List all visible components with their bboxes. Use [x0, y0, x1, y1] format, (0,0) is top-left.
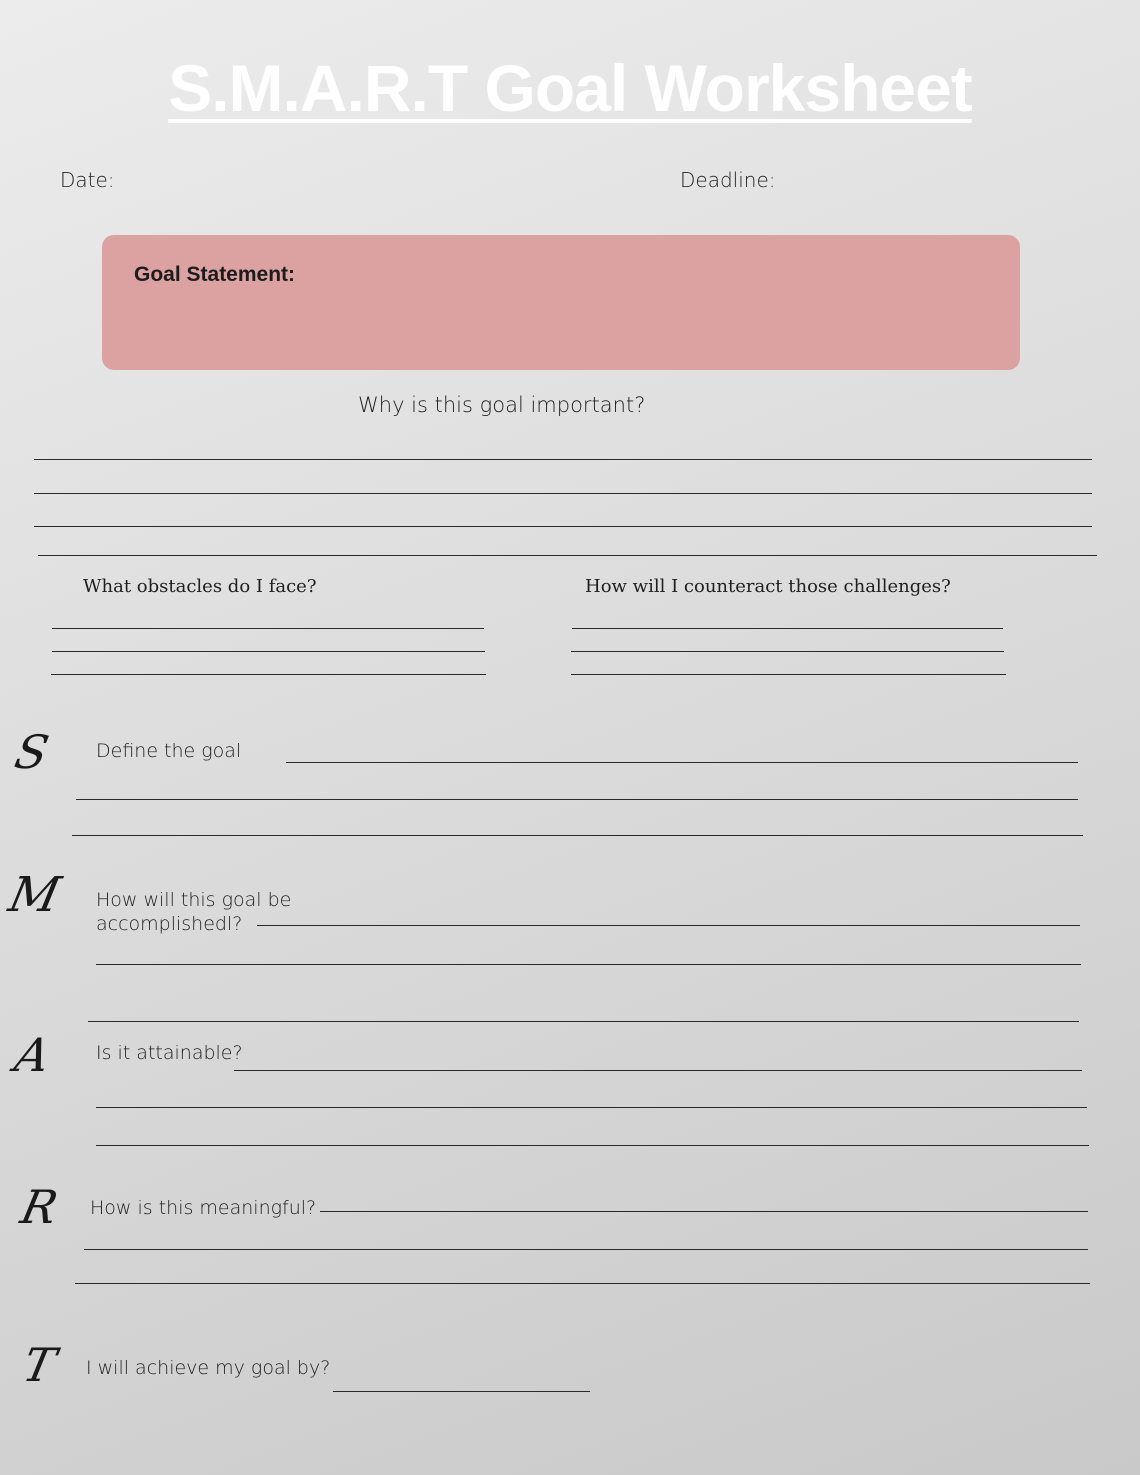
why-line-3[interactable] [34, 526, 1092, 527]
s-line-2[interactable] [76, 799, 1078, 800]
counteract-line-3[interactable] [571, 674, 1006, 675]
page-title: S.M.A.R.T Goal Worksheet [168, 51, 972, 125]
why-line-2[interactable] [34, 493, 1092, 494]
r-line-1[interactable] [320, 1211, 1088, 1212]
letter-r: R [16, 1180, 63, 1234]
why-important-question: Why is this goal important? [358, 393, 646, 417]
why-line-1[interactable] [34, 459, 1092, 460]
accomplish-prompt-line2: accomplishedl? [96, 913, 243, 935]
counteract-question: How will I counteract those challenges? [585, 576, 951, 597]
letter-a: A [10, 1028, 55, 1082]
define-goal-prompt: Define the goal [96, 740, 242, 762]
s-line-3[interactable] [72, 835, 1083, 836]
why-line-4[interactable] [38, 555, 1097, 556]
t-line-1[interactable] [333, 1391, 590, 1392]
obstacles-question: What obstacles do I face? [83, 576, 317, 597]
obstacles-line-1[interactable] [52, 628, 484, 629]
a-line-1[interactable] [234, 1070, 1082, 1071]
r-line-2[interactable] [84, 1249, 1088, 1250]
deadline-label: Deadline: [680, 168, 776, 192]
a-line-2[interactable] [96, 1107, 1087, 1108]
goal-statement-box[interactable] [102, 235, 1020, 370]
achieve-by-prompt: I will achieve my goal by? [86, 1357, 331, 1379]
counteract-line-1[interactable] [572, 628, 1003, 629]
m-line-2[interactable] [96, 964, 1081, 965]
counteract-line-2[interactable] [571, 651, 1004, 652]
letter-m: M [4, 867, 66, 923]
letter-t: T [18, 1338, 61, 1392]
obstacles-line-2[interactable] [52, 651, 485, 652]
m-line-3[interactable] [88, 1021, 1079, 1022]
letter-s: S [10, 725, 54, 779]
attainable-prompt: Is it attainable? [96, 1042, 243, 1064]
s-line-1[interactable] [286, 762, 1078, 763]
goal-statement-label: Goal Statement: [134, 263, 296, 286]
date-label: Date: [60, 168, 115, 192]
m-line-1[interactable] [257, 925, 1080, 926]
a-line-3[interactable] [96, 1145, 1089, 1146]
meaningful-prompt: How is this meaningful? [90, 1197, 317, 1219]
accomplish-prompt-line1: How will this goal be [96, 889, 292, 911]
r-line-3[interactable] [75, 1283, 1090, 1284]
accomplish-prompt [96, 888, 291, 936]
obstacles-line-3[interactable] [51, 674, 486, 675]
